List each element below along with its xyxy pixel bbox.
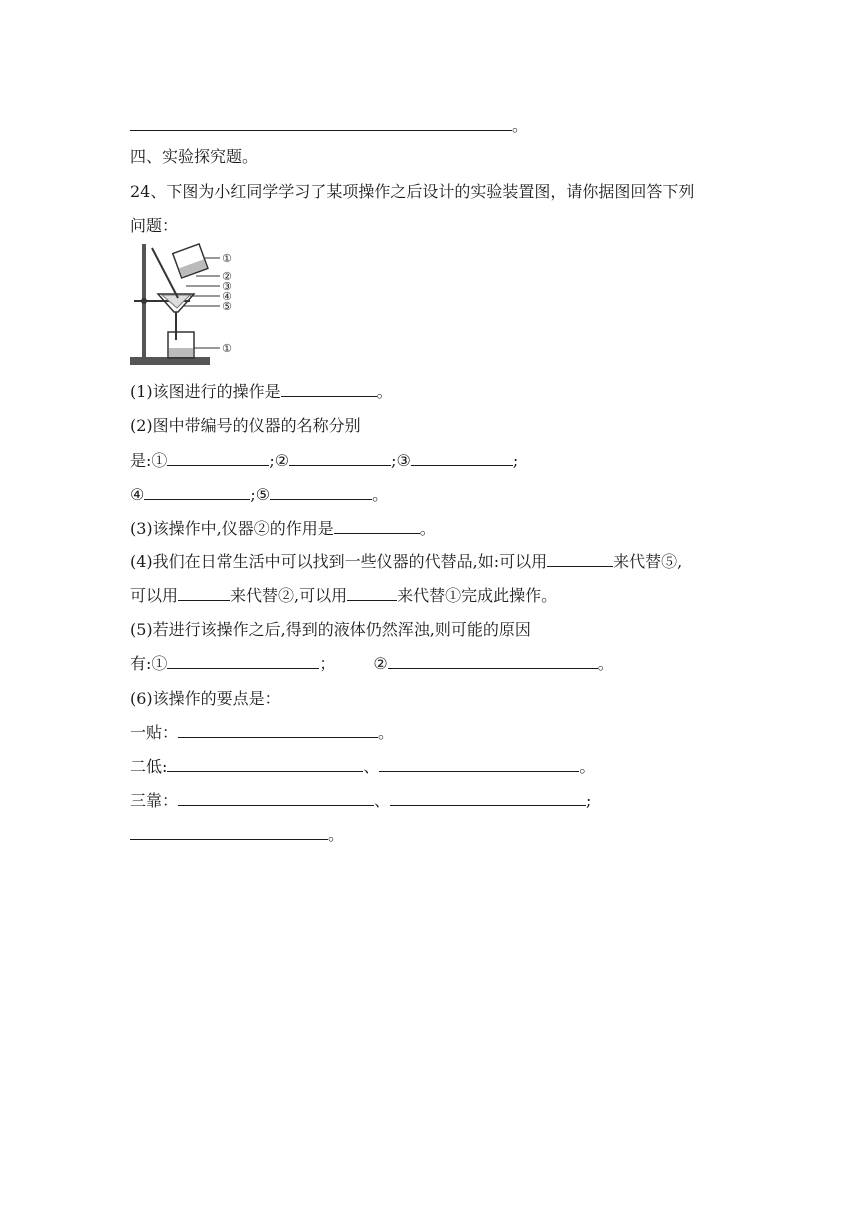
question-2-line3: ④ ;⑤ 。	[130, 485, 389, 504]
answer-line-top: 。	[130, 116, 528, 136]
blank[interactable]	[347, 586, 397, 601]
blank[interactable]	[130, 116, 512, 131]
figure-label-5: ⑤	[222, 300, 232, 313]
blank[interactable]	[167, 451, 269, 466]
figure-label-1b: ①	[222, 342, 232, 355]
clamp-knob	[141, 298, 147, 304]
blank[interactable]	[390, 791, 586, 806]
blank[interactable]	[379, 757, 579, 772]
blank[interactable]	[411, 451, 513, 466]
blank[interactable]	[334, 519, 420, 534]
question-6: (6)该操作的要点是：	[130, 689, 281, 708]
blank[interactable]	[167, 654, 319, 669]
blank[interactable]	[281, 382, 377, 397]
blank[interactable]	[270, 485, 372, 500]
question-5-line2: 有:① ； ② 。	[130, 654, 614, 673]
figure-label-1: ①	[222, 252, 232, 265]
point-sankao: 三靠： 、 ;	[130, 791, 592, 810]
blank[interactable]	[178, 791, 374, 806]
question-5: (5)若进行该操作之后,得到的液体仍然浑浊,则可能的原因	[130, 620, 531, 639]
question-2: (2)图中带编号的仪器的名称分别	[130, 416, 361, 435]
blank[interactable]	[167, 757, 363, 772]
blank[interactable]	[289, 451, 391, 466]
blank[interactable]	[547, 552, 613, 567]
section-heading: 四、实验探究题。	[130, 147, 259, 166]
blank[interactable]	[144, 485, 250, 500]
point-erdi: 二低: 、 。	[130, 757, 596, 776]
figure-label-2: ②	[222, 270, 232, 283]
question-1: (1)该图进行的操作是 。	[130, 382, 393, 401]
point-yitie: 一贴： 。	[130, 723, 395, 742]
question-24-intro-cont: 问题：	[130, 216, 179, 235]
figure-label-4: ④	[222, 290, 232, 303]
question-4-line2: 可以用 来代替②,可以用 来代替①完成此操作。	[130, 586, 558, 605]
answer-line-last: 。	[130, 825, 344, 845]
pouring-beaker	[173, 244, 208, 278]
blank[interactable]	[388, 654, 598, 669]
blank[interactable]	[178, 586, 230, 601]
figure-label-3: ③	[222, 280, 232, 293]
question-24-intro: 24、下图为小红同学学习了某项操作之后设计的实验装置图，请你据图回答下列	[130, 182, 695, 201]
blank[interactable]	[178, 723, 378, 738]
question-2-line2: 是:① ;② ;③ ;	[130, 451, 519, 470]
blank[interactable]	[130, 825, 328, 840]
question-3: (3)该操作中,仪器②的作用是 。	[130, 519, 436, 538]
question-4: (4)我们在日常生活中可以找到一些仪器的代替品,如:可以用 来代替⑤,	[130, 552, 683, 571]
filtrate	[169, 348, 193, 357]
filtration-apparatus-figure	[128, 240, 240, 370]
